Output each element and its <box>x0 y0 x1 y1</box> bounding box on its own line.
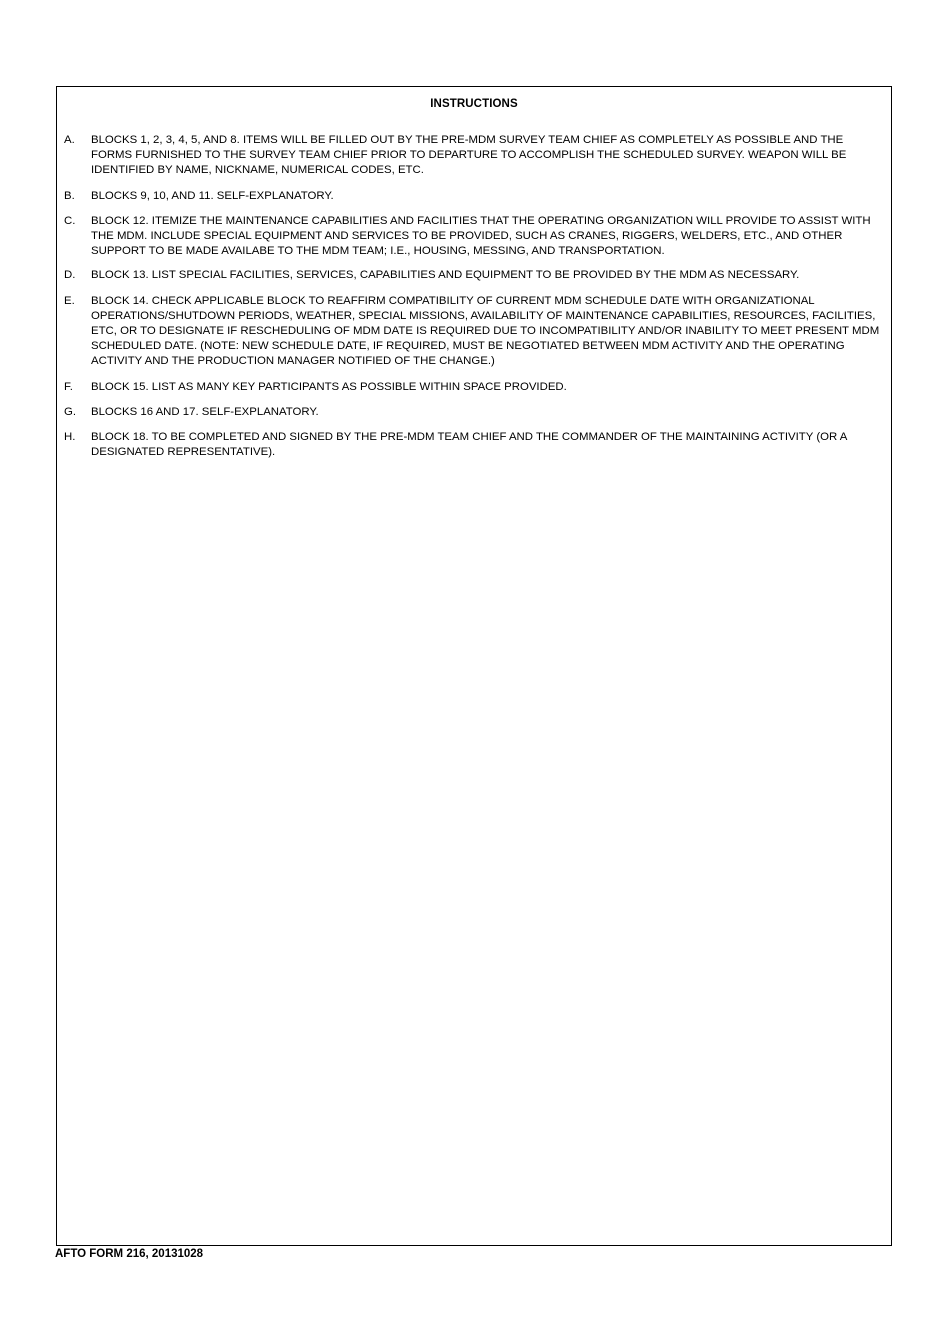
instruction-text: BLOCKS 1, 2, 3, 4, 5, AND 8. ITEMS WILL BE FILLED OUT BY THE PRE-MDM SURVEY TEAM CHIEF AS COMPLETELY AS POSSIBLE AND THE FORMS FURNISHED TO THE SURVEY TEAM CHIEF PRIOR TO DEPARTURE TO ACCOMPLISH THE SCHEDULED SURVEY. WEAPON WILL BE IDENTIFIED BY NAME, NICKNAME, NUMERICAL CODES, ETC. <box>91 134 847 177</box>
instruction-text: BLOCKS 9, 10, AND 11. SELF-EXPLANATORY. <box>91 189 334 202</box>
instruction-text: BLOCKS 16 AND 17. SELF-EXPLANATORY. <box>91 405 319 418</box>
instructions-list <box>64 133 885 460</box>
instructions-frame <box>56 86 892 1246</box>
instruction-item-f <box>64 380 885 395</box>
instruction-text: BLOCK 15. LIST AS MANY KEY PARTICIPANTS AS POSSIBLE WITHIN SPACE PROVIDED. <box>91 380 567 393</box>
instruction-item-c <box>64 214 885 260</box>
page-title: INSTRUCTIONS <box>430 98 518 110</box>
instruction-text: BLOCK 12. ITEMIZE THE MAINTENANCE CAPABILITIES AND FACILITIES THAT THE OPERATING ORGANIZATION WILL PROVIDE TO ASSIST WITH THE MDM. INCLUDE SPECIAL EQUIPMENT AND SERVICES TO BE PROVIDED, SUCH AS CRANES, RIGGERS, WELDERS, ETC., AND OTHER SUPPORT TO BE MADE AVAILABE TO THE MDM TEAM; I.E., HOUSING, MESSING, AND TRANSPORTATION. <box>91 214 871 258</box>
instruction-letter: A. <box>64 134 75 146</box>
form-id-footer: AFTO FORM 216, 20131028 <box>55 1248 204 1260</box>
instruction-item-e <box>64 294 885 370</box>
instruction-letter: B. <box>64 189 75 202</box>
instruction-letter: H. <box>64 431 76 444</box>
instruction-item-a <box>64 133 885 179</box>
instruction-letter: D. <box>64 269 76 282</box>
instruction-item-d <box>64 268 885 283</box>
instruction-letter: E. <box>64 294 75 307</box>
instruction-item-b <box>64 189 885 204</box>
instruction-text: BLOCK 14. CHECK APPLICABLE BLOCK TO REAFFIRM COMPATIBILITY OF CURRENT MDM SCHEDULE DATE WITH ORGANIZATIONAL OPERATIONS/SHUTDOWN PERIODS, WEATHER, SPECIAL MISSIONS, AVAILABILITY OF MAINTENANCE CAPABILITIES, RESOURCES, FACILITIES, ETC, OR TO DESIGNATE IF RESCHEDULING OF MDM DATE IS REQUIRED DUE TO INCOMPATIBILITY AND/OR INABILITY TO MEET PRESENT MDM SCHEDULED DATE. (NOTE: NEW SCHEDULE DATE, IF REQUIRED, MUST BE NEGOTIATED BETWEEN MDM ACTIVITY AND THE OPERATING ACTIVITY AND THE PRODUCTION MANAGER NOTIFIED OF THE CHANGE.) <box>91 294 880 368</box>
instruction-item-g <box>64 405 885 420</box>
instruction-text: BLOCK 18. TO BE COMPLETED AND SIGNED BY THE PRE-MDM TEAM CHIEF AND THE COMMANDER OF THE MAINTAINING ACTIVITY (OR A DESIGNATED REPRESENTATIVE). <box>91 431 847 459</box>
instruction-item-h <box>64 430 885 460</box>
instruction-letter: F. <box>64 380 73 393</box>
instruction-text: BLOCK 13. LIST SPECIAL FACILITIES, SERVICES, CAPABILITIES AND EQUIPMENT TO BE PROVIDED BY THE MDM AS NECESSARY. <box>91 269 800 282</box>
instruction-letter: C. <box>64 214 76 227</box>
instruction-letter: G. <box>64 405 77 418</box>
